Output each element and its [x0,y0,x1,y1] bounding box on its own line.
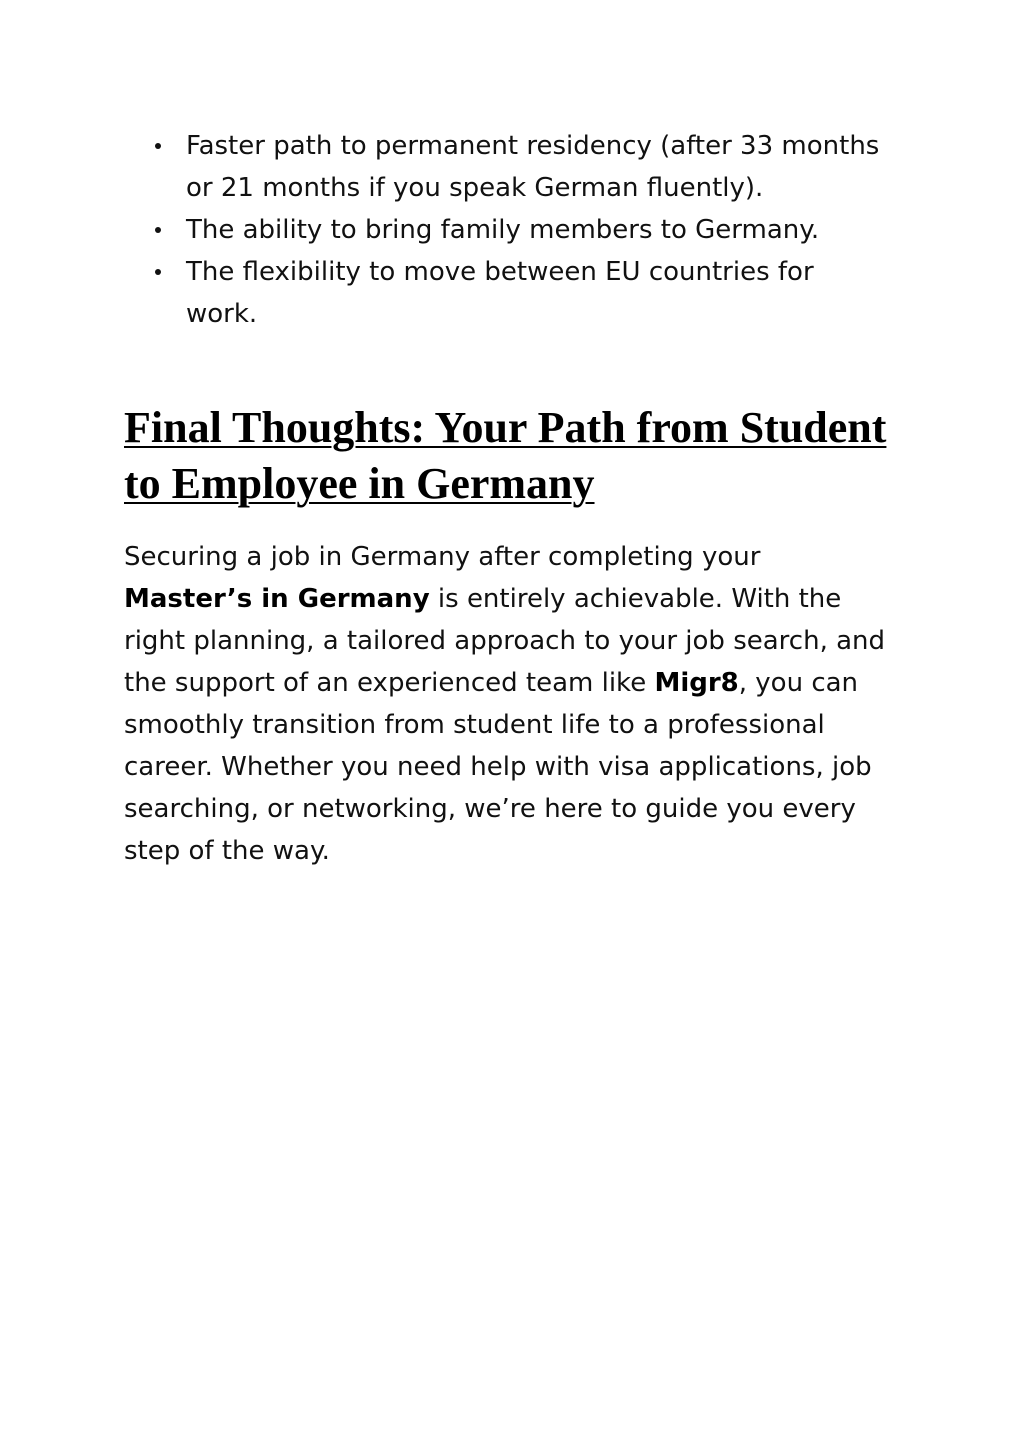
list-item-text: The flexibility to move between EU countries for work. [186,257,814,329]
list-item [124,209,884,251]
body-paragraph [124,536,894,872]
paragraph-text: is entirely achievable. With the right planning, a tailored approach to your job search, and the support of an experienced team like [124,584,886,698]
section-heading: Final Thoughts: Your Path from Student to Employee in Germany [124,403,887,508]
bullet-icon [155,269,161,275]
paragraph-text: , you can smoothly transition from student life to a professional career. Whether you need help with visa applications, job searching, or networking, we’re here to guide you every step of the way. [124,668,872,866]
bullet-icon [155,227,161,233]
bold-text-brand: Migr8 [654,668,739,698]
list-item-text: Faster path to permanent residency (after 33 months or 21 months if you speak German fluently). [186,131,880,203]
list-item [124,251,884,335]
bullet-icon [155,143,161,149]
benefits-list [124,125,884,335]
bold-text-masters: Master’s in Germany [124,584,430,614]
list-item-text: The ability to bring family members to Germany. [186,215,820,245]
list-item [124,125,884,209]
paragraph-text: Securing a job in Germany after completing your [124,542,761,572]
